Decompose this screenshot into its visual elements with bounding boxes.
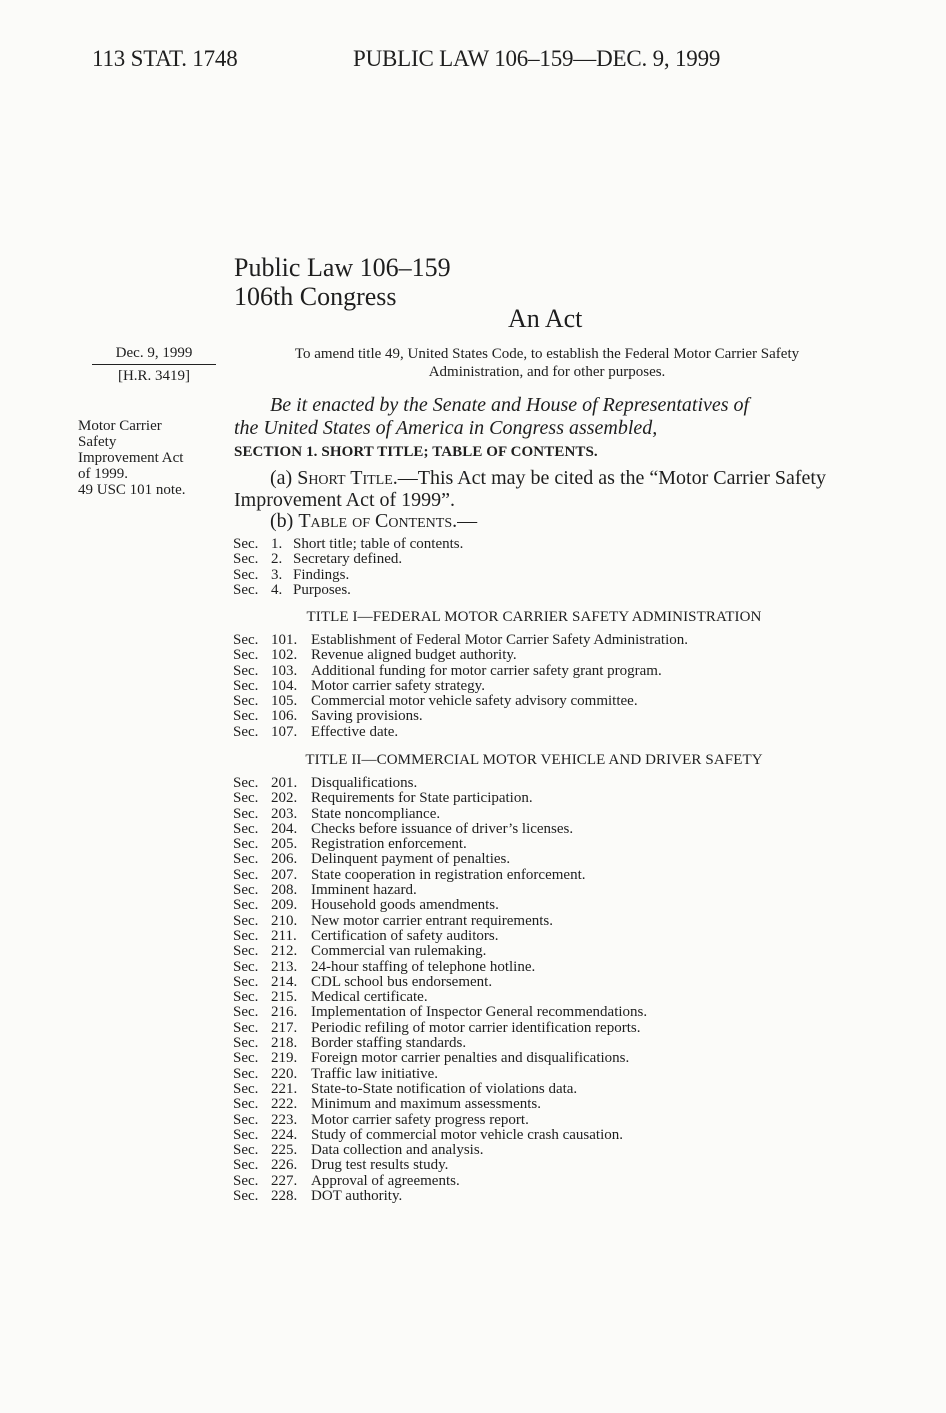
toc-row: Sec. 226. Drug test results study.	[233, 1157, 449, 1174]
toc-row: Sec. 104. Motor carrier safety strategy.	[233, 677, 485, 694]
margin-date-block	[92, 344, 216, 385]
section-1-heading: SECTION 1. SHORT TITLE; TABLE OF CONTENTS.	[234, 444, 598, 460]
toc-row: Sec. 219. Foreign motor carrier penalties and disqualifications.	[233, 1050, 630, 1067]
toc-row: Sec. 4. Purposes.	[233, 581, 351, 598]
toc-row: Sec. 202. Requirements for State participation.	[233, 790, 533, 807]
toc-row: Sec. 205. Registration enforcement.	[233, 836, 467, 853]
toc-row: Sec. 211. Certification of safety auditors.	[233, 927, 499, 944]
short-title-text: .—This Act may be cited as the “Motor Carrier Safety Improvement Act of 1999”.	[234, 467, 826, 511]
toc-row: Sec. 218. Border staffing standards.	[233, 1035, 467, 1052]
margin-note-line: Improvement Act	[78, 450, 184, 466]
statute-page-number: 113 STAT. 1748	[92, 46, 238, 71]
act-label: An Act	[508, 304, 583, 333]
toc-row: Sec. 102. Revenue aligned budget authority.	[233, 647, 517, 664]
toc-row: Sec. 204. Checks before issuance of driver’s licenses.	[233, 820, 574, 837]
toc-row: Sec. 220. Traffic law initiative.	[233, 1065, 439, 1082]
toc-row: Sec. 228. DOT authority.	[233, 1188, 403, 1205]
toc-row: Sec. 225. Data collection and analysis.	[233, 1142, 484, 1159]
toc-row: Sec. 206. Delinquent payment of penalties.	[233, 851, 511, 868]
toc-row: Sec. 215. Medical certificate.	[233, 989, 428, 1006]
toc-row: Sec. 224. Study of commercial motor vehicle crash causation.	[233, 1126, 623, 1143]
toc-row: Sec. 221. State-to-State notification of violations data.	[233, 1080, 578, 1097]
congress: 106th Congress	[234, 282, 397, 311]
enacting-line-1: Be it enacted by the Senate and House of Representatives of	[270, 394, 750, 416]
toc-row: Sec. 1. Short title; table of contents.	[233, 536, 464, 552]
toc-row: Sec. 214. CDL school bus endorsement.	[233, 973, 493, 990]
short-title-paragraph	[234, 467, 874, 511]
enactment-date: Dec. 9, 1999	[115, 345, 193, 361]
enacting-clause	[234, 394, 864, 440]
toc-general	[233, 537, 463, 598]
toc-row: Sec. 203. State noncompliance.	[233, 805, 441, 822]
toc-title-2	[233, 776, 647, 1204]
toc-row: Sec. 107. Effective date.	[233, 723, 399, 740]
bill-number: [H.R. 3419]	[117, 368, 191, 384]
toc-row: Sec. 103. Additional funding for motor carrier safety grant program.	[233, 662, 662, 679]
toc-row: Sec. 223. Motor carrier safety progress report.	[233, 1111, 529, 1128]
toc-row: Sec. 213. 24-hour staffing of telephone hotline.	[233, 958, 536, 975]
toc-row: Sec. 216. Implementation of Inspector General recommendations.	[233, 1004, 648, 1021]
running-head	[0, 46, 946, 80]
toc-title-1	[233, 633, 688, 740]
toc-row: Sec. 2. Secretary defined.	[233, 551, 403, 568]
enacting-line-2: the United States of America in Congress assembled,	[234, 417, 658, 439]
title-1-heading: TITLE I—FEDERAL MOTOR CARRIER SAFETY ADMINISTRATION	[306, 609, 762, 625]
toc-row: Sec. 3. Findings.	[233, 566, 350, 583]
short-title-label: Short Title	[297, 467, 393, 489]
toc-row: Sec. 106. Saving provisions.	[233, 708, 423, 725]
law-title-block	[234, 253, 451, 311]
title-2-heading: TITLE II—COMMERCIAL MOTOR VEHICLE AND DRIVER SAFETY	[305, 752, 763, 768]
toc-row: Sec. 210. New motor carrier entrant requirements.	[233, 912, 553, 929]
margin-divider	[92, 364, 216, 365]
toc-label: (b) Table of Contents.—	[270, 510, 478, 532]
toc-row: Sec. 207. State cooperation in registration enforcement.	[233, 866, 586, 883]
toc-row: Sec. 101. Establishment of Federal Motor Carrier Safety Administration.	[233, 632, 689, 648]
toc-row: Sec. 217. Periodic refiling of motor carrier identification reports.	[233, 1019, 641, 1036]
toc-row: Sec. 212. Commercial van rulemaking.	[233, 943, 487, 960]
margin-note-line: Motor Carrier	[78, 418, 162, 434]
toc-row: Sec. 222. Minimum and maximum assessments.	[233, 1096, 541, 1113]
toc-row: Sec. 208. Imminent hazard.	[233, 882, 417, 899]
toc-row: Sec. 105. Commercial motor vehicle safety advisory committee.	[233, 693, 638, 710]
margin-note	[78, 418, 228, 498]
toc-row: Sec. 201. Disqualifications.	[233, 775, 418, 791]
law-number: Public Law 106–159	[234, 253, 451, 282]
margin-note-line: 49 USC 101 note.	[78, 482, 186, 498]
short-title-prefix: (a)	[270, 467, 298, 489]
margin-note-line: Safety	[78, 434, 117, 450]
margin-note-line: of 1999.	[78, 466, 128, 482]
toc-row: Sec. 227. Approval of agreements.	[233, 1172, 460, 1189]
toc-row: Sec. 209. Household goods amendments.	[233, 897, 499, 914]
long-title: To amend title 49, United States Code, to establish the Federal Motor Carrier Safety Administration, and for other purposes.	[294, 346, 800, 380]
running-head-law: PUBLIC LAW 106–159—DEC. 9, 1999	[353, 46, 721, 71]
